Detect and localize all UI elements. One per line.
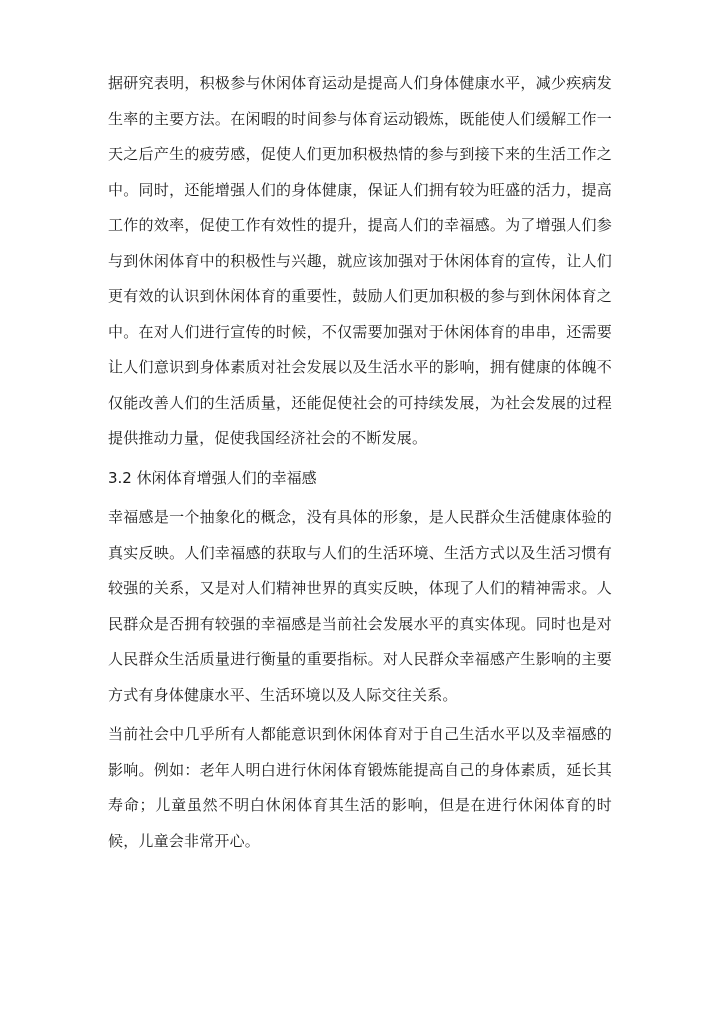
paragraph-intro: 据研究表明，积极参与休闲体育运动是提高人们身体健康水平，减少疾病发生率的主要方法。在闲暇的时间参与体育运动锻炼，既能使人们缓解工作一天之后产生的疲劳感，促使人们更加积极热情的参与到接下来的生活工作之中。同时，还能增强人们的身体健康，保证人们拥有较为旺盛的活力，提高工作的效率，促使工作有效性的提升，提高人们的幸福感。为了增强人们参与到休闲体育中的积极性与兴趣，就应该加强对于休闲体育的宣传，让人们更有效的认识到休闲体育的重要性，鼓励人们更加积极的参与到休闲体育之中。在对人们进行宣传的时候，不仅需要加强对于休闲体育的串串，还需要让人们意识到身体素质对社会发展以及生活水平的影响，拥有健康的体魄不仅能改善人们的生活质量，还能促使社会的可持续发展，为社会发展的过程提供推动力量，促使我国经济社会的不断发展。: [108, 74, 612, 447]
document-page: [108, 66, 612, 863]
paragraph-happiness-definition: 幸福感是一个抽象化的概念，没有具体的形象，是人民群众生活健康体验的真实反映。人们幸福感的获取与人们的生活环境、生活方式以及生活习惯有较强的关系，又是对人们精神世界的真实反映，体现了人们的精神需求。人民群众是否拥有较强的幸福感是当前社会发展水平的真实体现。同时也是对人民群众生活质量进行衡量的重要指标。对人民群众幸福感产生影响的主要方式有身体健康水平、生活环境以及人际交往关系。: [108, 508, 612, 704]
paragraph-awareness: 当前社会中几乎所有人都能意识到休闲体育对于自己生活水平以及幸福感的影响。例如：老年人明白进行休闲体育锻炼能提高自己的身体素质，延长其寿命；儿童虽然不明白休闲体育其生活的影响，但是在进行休闲体育的时候，儿童会非常开心。: [108, 725, 612, 850]
section-heading: 3.2 休闲体育增强人们的幸福感: [108, 468, 317, 487]
